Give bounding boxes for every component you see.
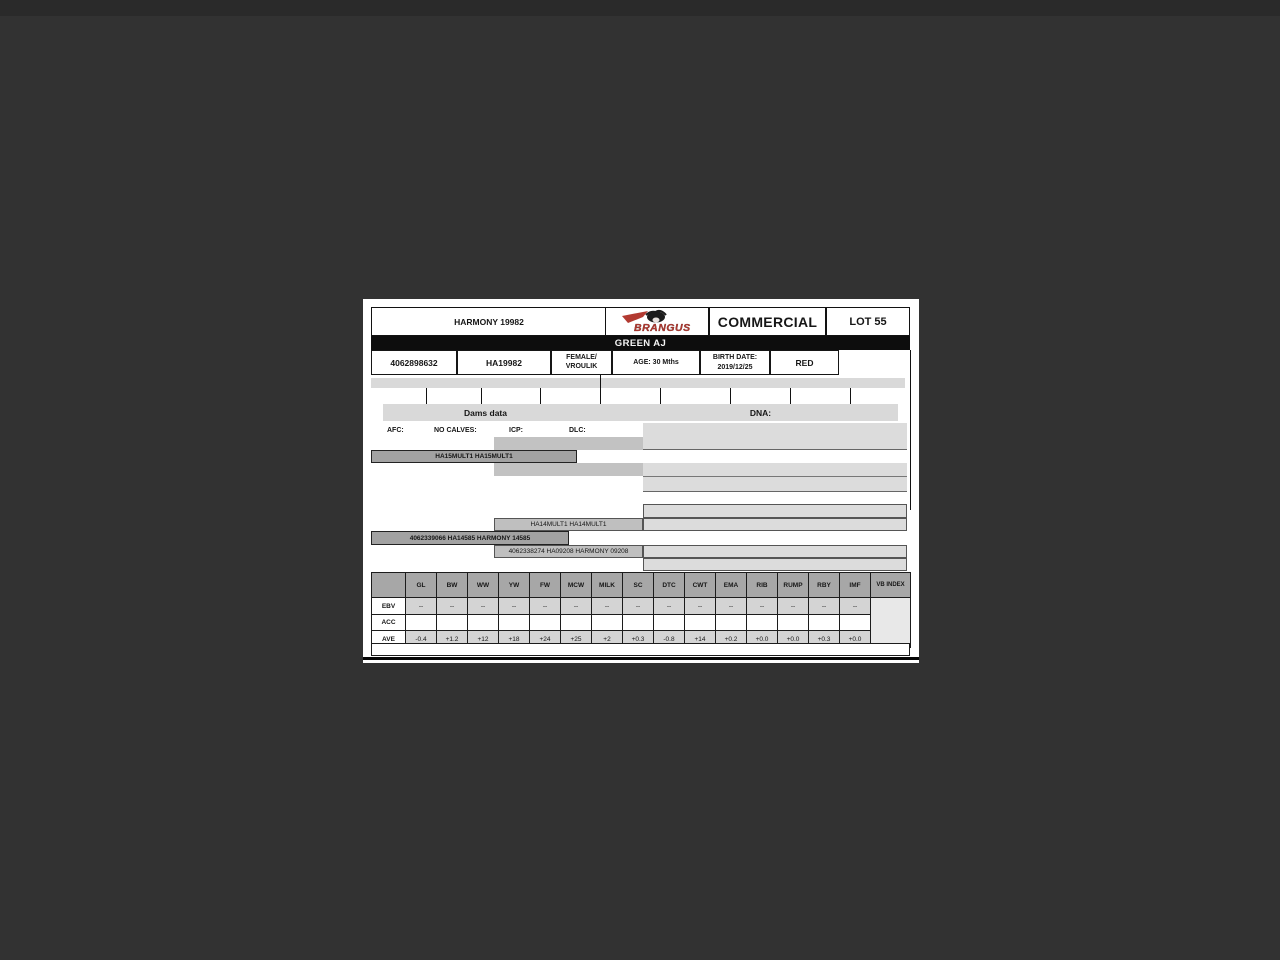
ebv-value-cell: -- (623, 598, 654, 615)
window-top-band (0, 0, 1280, 16)
ebv-value-cell: -- (747, 598, 778, 615)
ebv-column-header: RIB (747, 573, 778, 598)
pedigree-empty-bar (643, 477, 907, 492)
sire-name: HA15MULT1 HA15MULT1 (435, 453, 513, 460)
acc-value-cell (499, 615, 530, 631)
ave-value-cell: +12 (468, 631, 499, 648)
animal-name: HARMONY 19982 (454, 316, 524, 327)
ebv-row-label: ACC (372, 615, 406, 631)
ebv-column-header: RUMP (778, 573, 809, 598)
acc-value-cell (561, 615, 592, 631)
no-calves-label (434, 427, 477, 434)
no-calves-text: NO CALVES: (434, 427, 477, 434)
ebv-column-header: WW (468, 573, 499, 598)
ebv-value-cell: -- (468, 598, 499, 615)
dam-name: 4062339066 HA14585 HARMONY 14585 (409, 534, 531, 542)
catalog-card (363, 299, 919, 663)
ebv-column-header: MILK (592, 573, 623, 598)
ebv-column-header: YW (499, 573, 530, 598)
ebv-column-header: RBY (809, 573, 840, 598)
pedigree-empty-bar (643, 504, 907, 518)
category-cell (709, 307, 826, 336)
ave-value-cell: +24 (530, 631, 561, 648)
herd-tag (457, 350, 551, 375)
bull-head-icon (646, 311, 666, 323)
pedigree-connector-bar (494, 463, 643, 476)
ebv-column-header: FW (530, 573, 561, 598)
lot-number: LOT 55 (849, 315, 887, 328)
ebv-value-cell: -- (685, 598, 716, 615)
ave-value-cell: +0.0 (840, 631, 871, 648)
lot-cell (826, 307, 910, 336)
ebv-value-cell: -- (437, 598, 468, 615)
ave-value-cell: +14 (685, 631, 716, 648)
ave-value-cell: +0.3 (809, 631, 840, 648)
acc-value-cell (747, 615, 778, 631)
acc-value-cell (406, 615, 437, 631)
ebv-row-label: AVE (372, 631, 406, 648)
logo-wordmark: BRANGUS (634, 322, 691, 334)
ave-value-cell: +25 (561, 631, 592, 648)
ebv-header-row (372, 573, 911, 598)
acc-value-cell (809, 615, 840, 631)
birth-date-cell (700, 350, 770, 375)
ebv-table-wrap (371, 572, 911, 648)
dlc-text: DLC: (569, 427, 586, 434)
acc-value-cell (716, 615, 747, 631)
acc-value-cell (840, 615, 871, 631)
ebv-column-header: EMA (716, 573, 747, 598)
pedigree-bar-sire (371, 450, 577, 463)
pedigree-empty-bar (643, 545, 907, 558)
afc-label (387, 427, 404, 434)
ebv-value-cell: -- (530, 598, 561, 615)
birth-date-label: BIRTH DATE: (712, 354, 758, 362)
icp-text: ICP: (509, 427, 523, 434)
sex-line2: VROULIK (565, 362, 598, 370)
dna-text: DNA: (749, 407, 772, 418)
ave-value-cell: +18 (499, 631, 530, 648)
age-label: AGE: 30 Mths (633, 359, 679, 366)
coat-color-value: RED (795, 357, 814, 368)
vb-index-header: VB INDEX (871, 573, 911, 598)
ebv-corner-cell (372, 573, 406, 598)
herd-tag-value: HA19982 (486, 357, 522, 368)
ave-value-cell: -0.8 (654, 631, 685, 648)
dams-data-text: Dams data (464, 407, 507, 418)
brangus-logo (610, 308, 704, 335)
sex-cell (551, 350, 612, 375)
ebv-column-header: MCW (561, 573, 592, 598)
ave-value-cell: +1.2 (437, 631, 468, 648)
ebv-table (371, 572, 911, 648)
animal-name-cell (371, 307, 607, 336)
ebv-value-cell: -- (499, 598, 530, 615)
dam-sire-name: HA14MULT1 HA14MULT1 (530, 521, 607, 528)
acc-value-cell (468, 615, 499, 631)
footer-empty-row (371, 643, 910, 656)
animal-banner-title: GREEN AJ (614, 337, 667, 349)
acc-value-cell (685, 615, 716, 631)
afc-text: AFC: (387, 427, 404, 434)
sex-line1: FEMALE/ (566, 353, 597, 361)
ebv-value-cell: -- (716, 598, 747, 615)
pedigree-empty-bar (643, 423, 907, 450)
dna-label (733, 404, 788, 421)
category-label: COMMERCIAL (717, 313, 818, 330)
ave-value-cell: -0.4 (406, 631, 437, 648)
acc-value-cell (623, 615, 654, 631)
ebv-column-header: IMF (840, 573, 871, 598)
ebv-value-cell: -- (840, 598, 871, 615)
page-bottom-edge (363, 657, 919, 660)
ebv-value-cell: -- (406, 598, 437, 615)
pedigree-bar-dam (371, 531, 569, 545)
vb-index-cell (871, 598, 911, 648)
ebv-column-header: SC (623, 573, 654, 598)
acc-value-cell (530, 615, 561, 631)
ave-value-cell: +0.0 (778, 631, 809, 648)
ebv-value-cell: -- (809, 598, 840, 615)
ebv-value-cell: -- (778, 598, 809, 615)
pedigree-empty-bar (643, 463, 907, 477)
acc-value-cell (592, 615, 623, 631)
ebv-column-header: DTC (654, 573, 685, 598)
ebv-value-cell: -- (561, 598, 592, 615)
pedigree-empty-bar (643, 518, 907, 531)
animal-banner (371, 336, 910, 350)
pedigree-bar-dam-dam (494, 545, 643, 558)
ebv-row-label: EBV (372, 598, 406, 615)
ebv-column-header: GL (406, 573, 437, 598)
pedigree-center-rule (600, 375, 601, 388)
dlc-label (569, 427, 586, 434)
ave-value-cell: +0.0 (747, 631, 778, 648)
ebv-value-cell: -- (592, 598, 623, 615)
dams-data-label (438, 404, 533, 421)
icp-label (509, 427, 523, 434)
acc-value-cell (654, 615, 685, 631)
ebv-value-cell: -- (654, 598, 685, 615)
pedigree-top-bar (371, 378, 905, 388)
pedigree-empty-bar (643, 558, 907, 571)
pedigree-bar-dam-sire (494, 518, 643, 531)
logo-cell (605, 307, 709, 336)
ave-value-cell: +2 (592, 631, 623, 648)
acc-value-cell (437, 615, 468, 631)
coat-color-cell (770, 350, 839, 375)
age-cell (612, 350, 700, 375)
registration-number (371, 350, 457, 375)
ave-value-cell: +0.3 (623, 631, 654, 648)
ebv-column-header: BW (437, 573, 468, 598)
acc-value-cell (778, 615, 809, 631)
registration-number-value: 4062898632 (390, 357, 438, 368)
ebv-column-header: CWT (685, 573, 716, 598)
acc-values-row (372, 615, 911, 631)
dam-dam-name: 4062338274 HA09208 HARMONY 09208 (508, 548, 629, 555)
ebv-values-row (372, 598, 911, 615)
pedigree-right-border (910, 350, 911, 510)
pedigree-connector-bar (494, 437, 643, 450)
ave-value-cell: +0.2 (716, 631, 747, 648)
birth-date-value: 2019/12/25 (717, 363, 753, 371)
